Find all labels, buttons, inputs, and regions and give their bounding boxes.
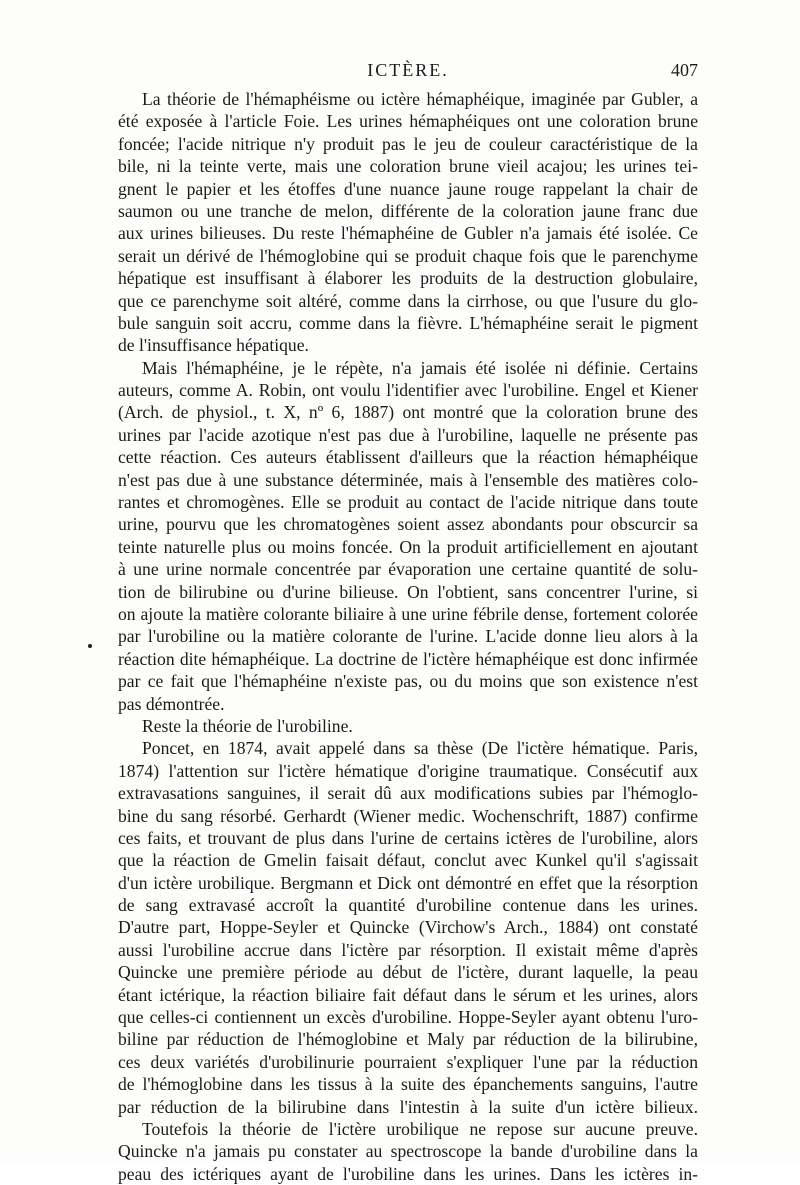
text-line: gnent le papier et les étoffes d'une nuance jaune rouge rappelant la chair de bbox=[118, 178, 698, 199]
text-line: bile, ni la teinte verte, mais une coloration brune vieil acajou; les urines tei- bbox=[118, 156, 698, 177]
text-line: par réduction de la bilirubine dans l'intestin à la suite d'un ictère bilieux. bbox=[118, 1096, 698, 1117]
text-line: réaction dite hémaphéique. La doctrine de l'ictère hémaphéique est donc infirmée bbox=[118, 648, 698, 669]
text-line: Poncet, en 1874, avait appelé dans sa thèse (De l'ictère hématique. Paris, bbox=[142, 738, 698, 759]
text-line: bine du sang résorbé. Gerhardt (Wiener medic. Wochenschrift, 1887) confirme bbox=[118, 805, 698, 826]
text-line: par l'urobiline ou la matière colorante de l'urine. L'acide donne lieu alors à la bbox=[118, 626, 698, 647]
text-line: La théorie de l'hémaphéisme ou ictère hémaphéique, imaginée par Gubler, a bbox=[142, 89, 698, 109]
text-line: que la réaction de Gmelin faisait défaut, conclut avec Kunkel qu'il s'agissait bbox=[118, 850, 698, 871]
text-line: pas démontrée. bbox=[118, 693, 225, 714]
text-line: été exposée à l'article Foie. Les urines hémaphéiques ont une coloration brune bbox=[118, 111, 698, 132]
text-line: tion de bilirubine ou d'urine bilieuse. On l'obtient, sans concentrer l'urine, si bbox=[118, 581, 698, 602]
text-line: biline par réduction de l'hémoglobine et Maly par réduction de la bilirubine, bbox=[118, 1029, 698, 1050]
text-line: saumon ou une tranche de melon, différente de la coloration jaune franc due bbox=[118, 200, 698, 221]
text-line: bule sanguin soit accru, comme dans la fièvre. L'hémaphéine serait le pigment bbox=[118, 312, 698, 333]
text-line: extravasations sanguines, il serait dû aux modifications subies par l'hémoglo- bbox=[118, 783, 698, 804]
text-line: n'est pas due à une substance déterminée, mais à l'ensemble des matières colo- bbox=[118, 469, 698, 490]
text-line: on ajoute la matière colorante biliaire à une urine fébrile dense, fortement colorée bbox=[118, 603, 698, 624]
text-line: Toutefois la théorie de l'ictère urobilique ne repose sur aucune preuve. bbox=[142, 1118, 698, 1139]
text-line: d'un ictère urobilique. Bergmann et Dick ont démontré en effet que la résorption bbox=[118, 872, 698, 893]
running-title: ICTÈRE. bbox=[367, 60, 449, 80]
text-line: Mais l'hémaphéine, je le répète, n'a jamais été isolée ni définie. Certains bbox=[142, 357, 698, 378]
text-line: urines par l'acide azotique n'est pas due à l'urobiline, laquelle ne présente pas bbox=[118, 424, 698, 445]
margin-dot bbox=[88, 644, 92, 648]
text-line: D'autre part, Hoppe-Seyler et Quincke (Virchow's Arch., 1884) ont constaté bbox=[118, 917, 698, 938]
text-line: 1874) l'attention sur l'ictère hématique d'origine traumatique. Consécutif aux bbox=[118, 760, 698, 781]
text-line: Quincke n'a jamais pu constater au spectroscope la bande d'urobiline dans la bbox=[118, 1141, 698, 1162]
page-number: 407 bbox=[671, 60, 698, 80]
text-line: Reste la théorie de l'urobiline. bbox=[142, 715, 353, 736]
text-line: de l'hémoglobine dans les tissus à la suite des épanchements sanguins, l'autre bbox=[118, 1074, 698, 1095]
text-line: aux urines bilieuses. Du reste l'hémaphéine de Gubler n'a jamais été isolée. Ce bbox=[118, 223, 698, 244]
text-line: de l'insuffisance hépatique. bbox=[118, 335, 309, 356]
text-line: de sang extravasé accroît la quantité d'urobiline contenue dans les urines. bbox=[118, 895, 698, 916]
text-line: ces faits, et trouvant de plus dans l'urine de certains ictères de l'urobiline, alors bbox=[118, 827, 698, 848]
text-line: aussi l'urobiline accrue dans l'ictère par résorption. Il existait même d'après bbox=[118, 939, 698, 960]
text-line: urine, pourvu que les chromatogènes soient assez abondants pour obscurcir sa bbox=[118, 514, 698, 535]
text-line: rantes et chromogènes. Elle se produit au contact de l'acide nitrique dans toute bbox=[118, 492, 698, 513]
text-line: cette réaction. Ces auteurs établissent d'ailleurs que la réaction hémaphéique bbox=[118, 447, 698, 468]
text-line: (Arch. de physiol., t. X, nº 6, 1887) ont montré que la coloration brune des bbox=[118, 402, 698, 423]
body-text bbox=[118, 88, 698, 1185]
text-line: que celles-ci contiennent un excès d'urobiline. Hoppe-Seyler ayant obtenu l'uro- bbox=[118, 1007, 698, 1028]
text-line: hépatique est insuffisant à élaborer les produits de la destruction globulaire, bbox=[118, 268, 698, 289]
text-line: ces deux variétés d'urobilinurie pourraient s'expliquer l'une par la réduction bbox=[118, 1051, 698, 1072]
text-line: par ce fait que l'hémaphéine n'existe pas, ou du moins que son existence n'est bbox=[118, 671, 698, 692]
text-line: auteurs, comme A. Robin, ont voulu l'identifier avec l'urobiline. Engel et Kiener bbox=[118, 380, 698, 401]
text-line: à une urine normale concentrée par évaporation une certaine quantité de solu- bbox=[118, 559, 698, 580]
text-line: étant ictérique, la réaction biliaire fait défaut dans le sérum et les urines, alors bbox=[118, 984, 698, 1005]
text-line: peau des ictériques ayant de l'urobiline dans les urines. Dans les ictères in- bbox=[118, 1163, 698, 1184]
text-line: foncée; l'acide nitrique n'y produit pas le jeu de couleur caractéristique de la bbox=[118, 133, 698, 154]
text-line: serait un dérivé de l'hémoglobine qui se produit chaque fois que le parenchyme bbox=[118, 245, 698, 266]
text-line: Quincke une première période au début de l'ictère, durant laquelle, la peau bbox=[118, 962, 698, 983]
text-line: que ce parenchyme soit altéré, comme dans la cirrhose, ou que l'usure du glo- bbox=[118, 290, 698, 311]
page-header bbox=[118, 60, 698, 86]
text-line: teinte naturelle plus ou moins foncée. On la produit artificiellement en ajoutant bbox=[118, 536, 698, 557]
